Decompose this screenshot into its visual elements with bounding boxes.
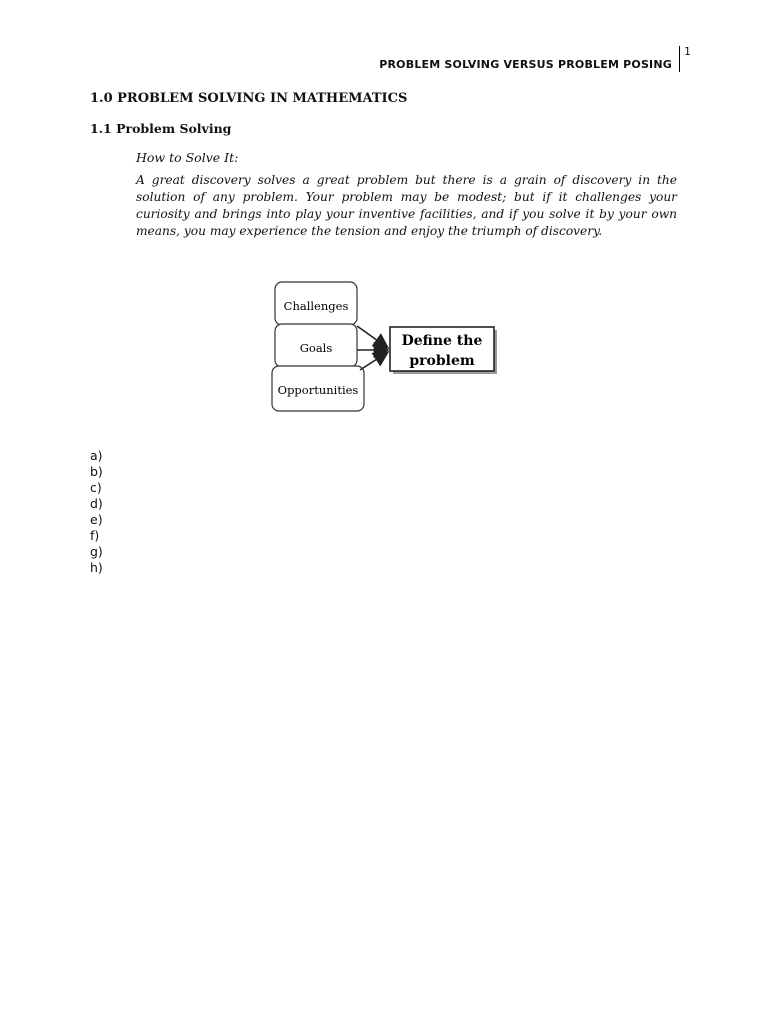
list-item: f) <box>90 528 100 543</box>
quote-title: How to Solve It: <box>136 150 239 165</box>
page-number: 1 <box>684 45 691 58</box>
arrow-opportunities <box>360 352 388 370</box>
define-problem-diagram <box>260 278 510 418</box>
list-item: a) <box>90 448 103 463</box>
arrow-challenges <box>357 326 388 348</box>
list-item: h) <box>90 560 103 575</box>
running-header: PROBLEM SOLVING VERSUS PROBLEM POSING <box>379 58 672 71</box>
challenges-label: Challenges <box>283 299 349 313</box>
opportunities-label: Opportunities <box>277 383 359 397</box>
subsection-heading: 1.1 Problem Solving <box>90 121 232 136</box>
quote-body: A great discovery solves a great problem but there is a grain of discovery in the solution of any problem. Your problem may be modest; but if it challenges your curiosity and brings into play your inventive facilities, and if you solve it by your own means, you may experience the tension and enjoy the triumph of discovery. <box>136 173 677 238</box>
list-item: d) <box>90 496 103 511</box>
list-item: g) <box>90 544 103 559</box>
empty-list <box>90 448 103 576</box>
list-item: b) <box>90 464 103 479</box>
section-heading: 1.0 PROBLEM SOLVING IN MATHEMATICS <box>90 91 408 106</box>
header-divider <box>679 46 680 72</box>
goals-label: Goals <box>299 341 333 355</box>
list-item: c) <box>90 480 102 495</box>
list-item: e) <box>90 512 103 527</box>
target-label-line1: Define the <box>401 333 483 349</box>
target-label-line2: problem <box>409 353 475 369</box>
